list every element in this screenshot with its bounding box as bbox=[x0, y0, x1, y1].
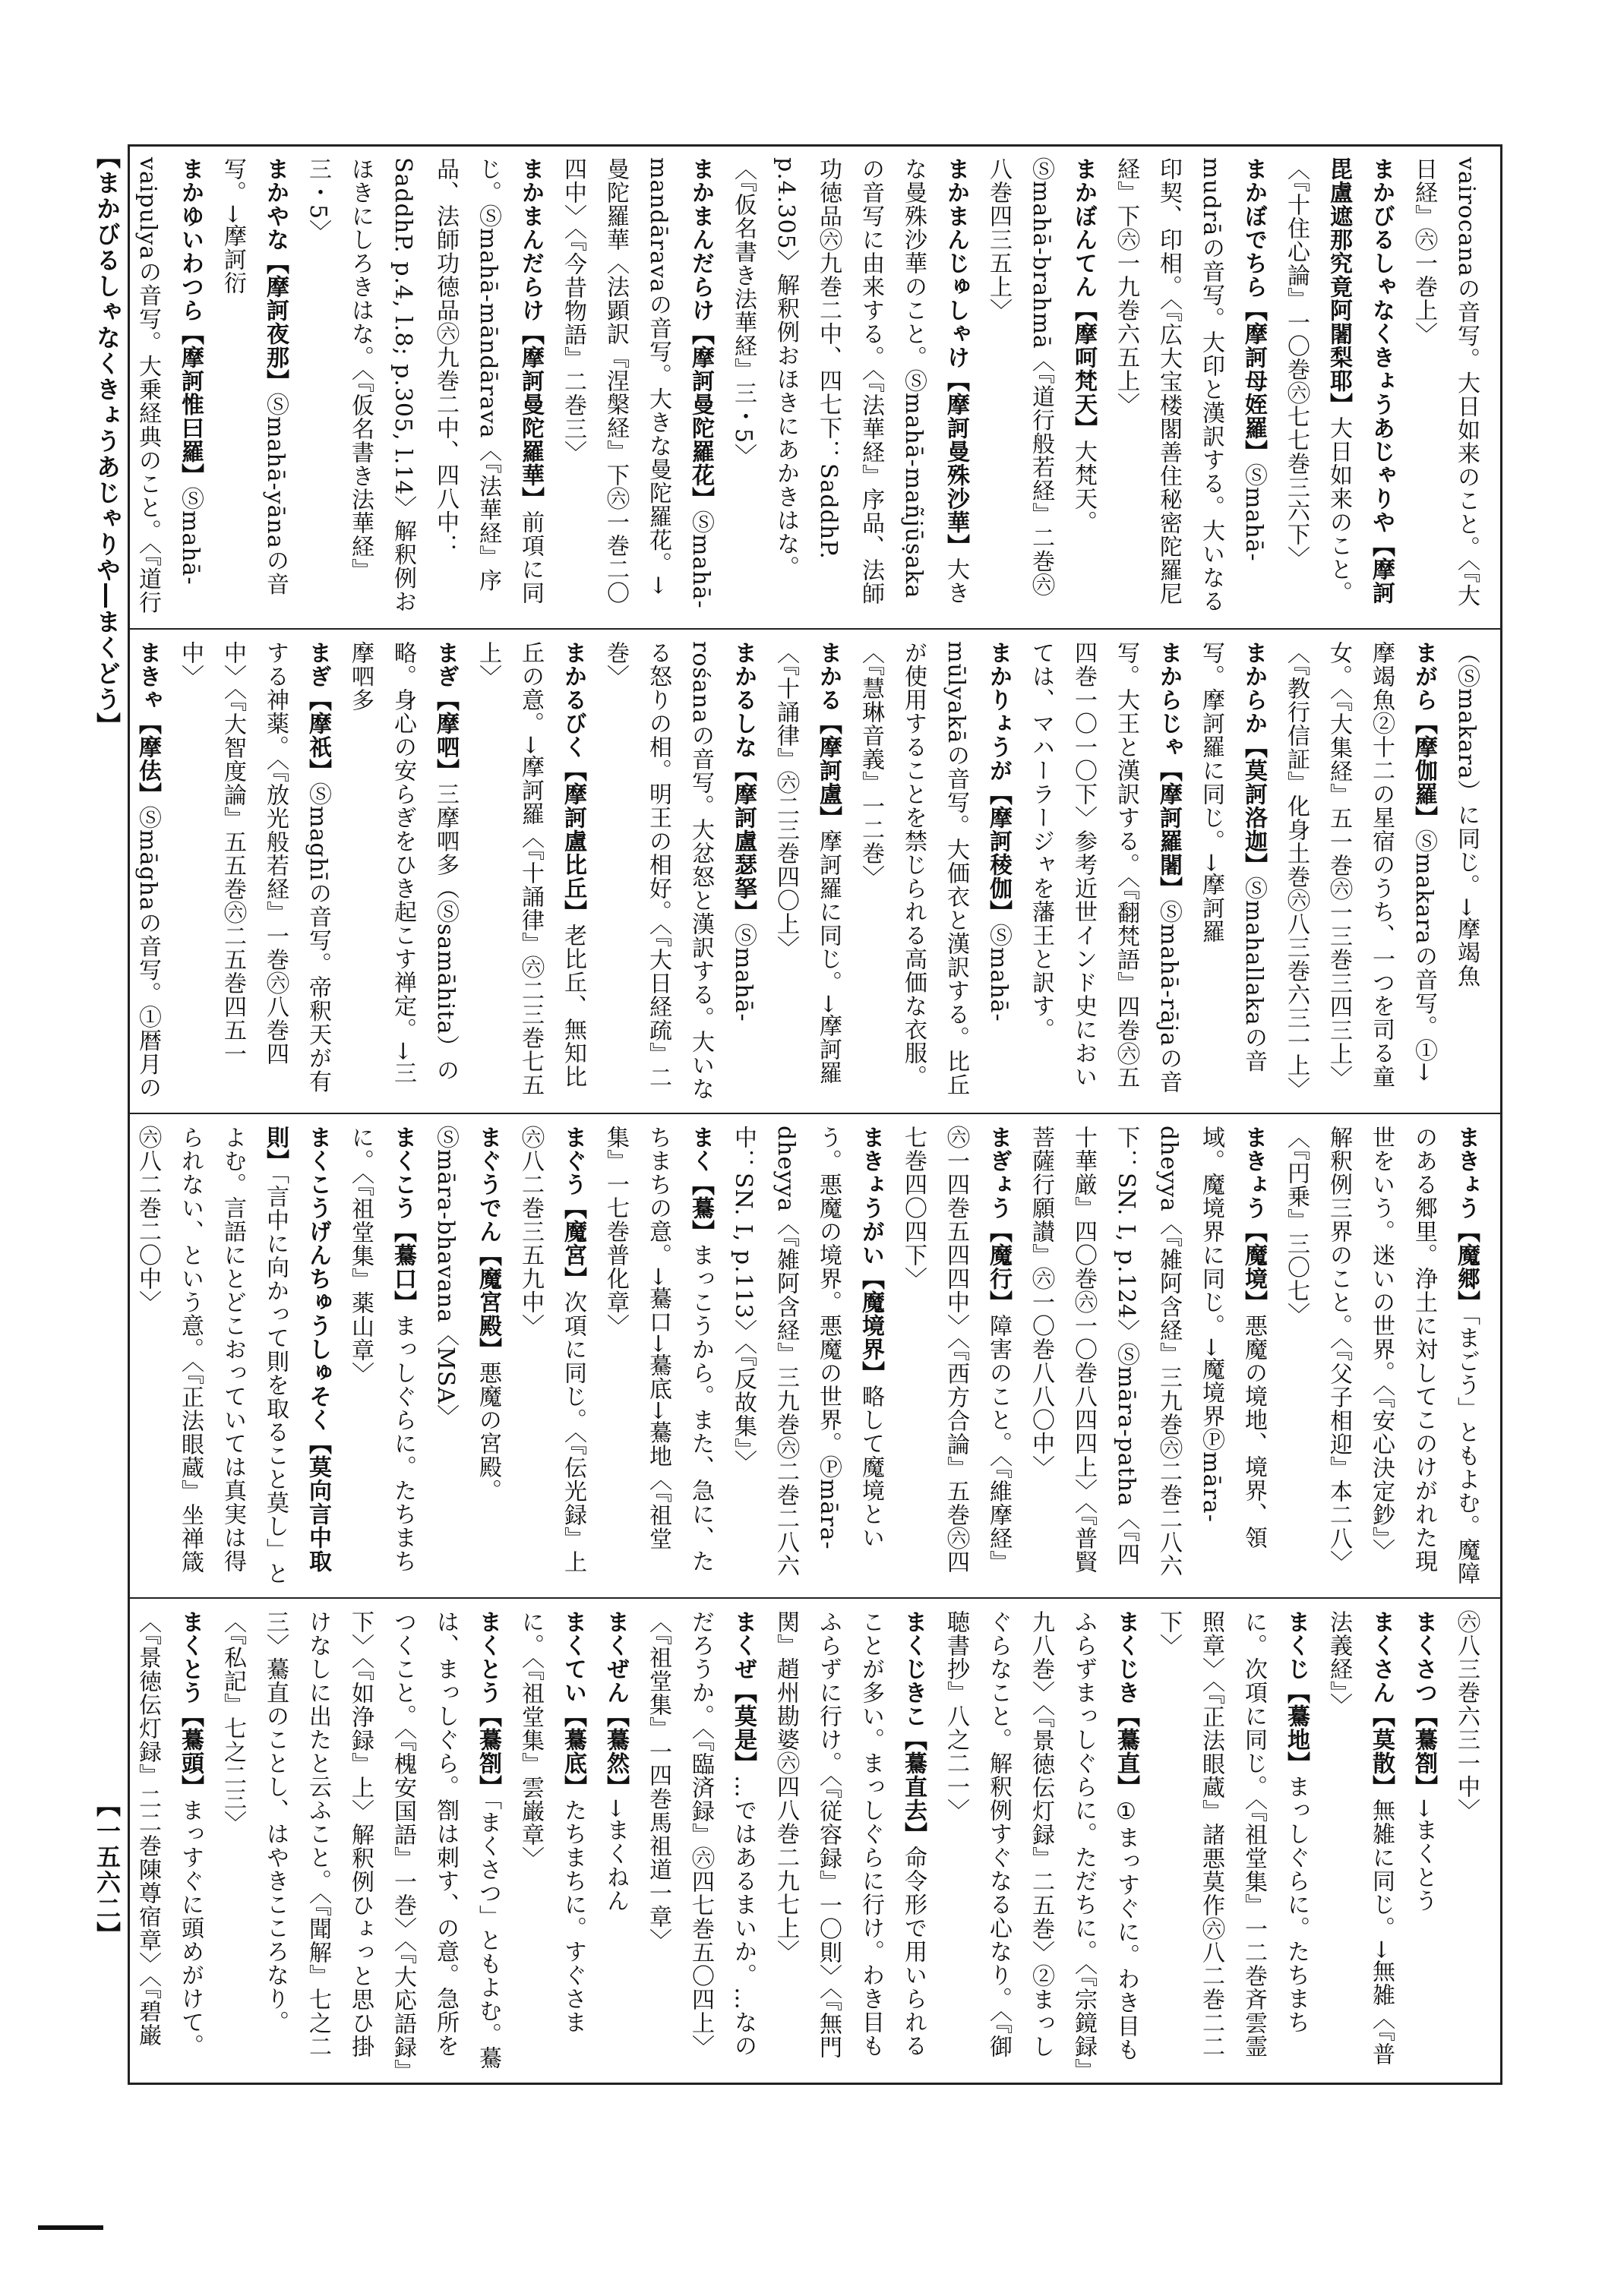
entry-definition: ①まっすぐに。わき目もふらずまっしぐらに。ただちに。〈『宗鏡録』九八巻〉〈『景徳伝灯録』二五巻〉②まっしぐらなこと。解釈例すぐなる心なり。〈『御聴書抄』八之二一〉 bbox=[943, 1610, 1139, 2070]
dictionary-entry bbox=[466, 641, 594, 1101]
dictionary-entry bbox=[594, 1126, 722, 1585]
dictionary-entry bbox=[1317, 1610, 1402, 2072]
running-title: 【まかびるしゃなくきょうあじゃりや―まくどう】 bbox=[93, 144, 122, 738]
dictionary-entry bbox=[934, 1610, 1147, 2072]
entry-definition: Ⓢmahā-mandāravaの音写。大きな曼陀羅花。→曼陀羅華〈法顕訳『涅槃経』下㊅一巻二〇四中〉〈『今昔物語』二巻三〉 bbox=[560, 157, 714, 609]
dictionary-entry bbox=[131, 1126, 339, 1585]
entry-definition: Ⓢmaghīの音写。帝釈天が有する神薬。〈『放光般若経』一巻㊅八巻四中〉〈『大智度論』五五巻㊅二五巻四五一中〉 bbox=[177, 641, 331, 1094]
dictionary-entry bbox=[637, 1610, 764, 2072]
entry-definition: （Ⓢmakara）に同じ。→摩竭魚 bbox=[1453, 641, 1480, 988]
entry-definition: 大きな曼殊沙華のこと。Ⓢmahā-mañjūṣakaの音写に由来する。〈『法華経』序品、法師功徳品㊅九巻二中、四七下：SaddhP. p.4.305〉解釈例おほきにあかきはな。〈『仮名書き法華経』三・5〉 bbox=[730, 157, 969, 605]
entry-headword: まきょう【魔郷】 bbox=[1453, 1126, 1480, 1314]
entry-headword: まく【驀】 bbox=[687, 1126, 714, 1243]
entry-headword: まぐう【魔宮】 bbox=[560, 1126, 586, 1290]
dictionary-entry bbox=[1275, 1126, 1487, 1585]
footer-rule bbox=[38, 2225, 103, 2230]
dictionary-tier-4 bbox=[131, 1600, 1499, 2083]
dictionary-entry bbox=[1275, 157, 1402, 616]
entry-headword: まかゆいわつら【摩訶惟曰羅】 bbox=[177, 157, 204, 487]
entry-headword: まがら【摩伽羅】 bbox=[1411, 641, 1437, 829]
entry-headword: まくぜ【莫是】 bbox=[730, 1610, 757, 1775]
dictionary-entry bbox=[211, 1610, 509, 2072]
dictionary-entry bbox=[211, 157, 296, 616]
dictionary-entry bbox=[1147, 1610, 1317, 2072]
dictionary-entry bbox=[892, 1126, 1019, 1585]
entry-headword: まくこう【驀口】 bbox=[390, 1126, 416, 1314]
entry-definition: →まくねん bbox=[602, 1799, 629, 1913]
entry-definition: Ⓢmahā-rājaの音写。大王と漢訳する。〈『翻梵語』四巻㊅五四巻一〇一〇下〉参考近世インド史においては、マハーラージャを藩王と訳す。 bbox=[1028, 641, 1182, 1094]
entry-definition: まっこうから。また、急に、たちまちの意。→驀口→驀底→驀地〈『祖堂集』一七巻普化章〉 bbox=[602, 1126, 714, 1573]
dictionary-entry bbox=[509, 1610, 594, 2072]
entry-headword: まかまんだらけ【摩訶曼陀羅花】 bbox=[687, 157, 714, 510]
dictionary-entry bbox=[296, 157, 551, 616]
entry-headword: まかやな【摩訶夜那】 bbox=[262, 157, 289, 393]
dictionary-entry bbox=[849, 641, 1019, 1101]
entry-definition: 無雑に同じ。→無雑〈『普法義経』〉 bbox=[1325, 1610, 1395, 2067]
dictionary-entry bbox=[1402, 1610, 1445, 2072]
entry-headword: まかぼでちら【摩訶母姪羅】 bbox=[1240, 157, 1267, 463]
entry-definition: 前項に同じ。Ⓢmahā-māndārava〈『法華経』序品、法師功徳品㊅九巻二中、四八中：SaddhP. p.4, l.8; p.305, l.14〉解釈例おほきにしろきはな。〈『仮名書き法華経』三・5〉 bbox=[305, 157, 544, 614]
entry-definition: ㊅八三巻六三一中〉 bbox=[1453, 1610, 1480, 1822]
dictionary-entry bbox=[509, 1126, 594, 1585]
entry-headword: まくとう【驀劄】 bbox=[475, 1610, 501, 1799]
entry-definition: まっすぐに頭めがけて。〈『景徳伝灯録』二二巻陳尊宿章〉〈『碧巌 bbox=[134, 1610, 204, 2058]
entry-definition: 「まくさつ」ともよむ。驀は、まっしぐら。劄は刺す、の意。急所をつくこと。〈『槐安国語』一巻〉〈『大応語録』下〉〈『如浄録』上〉解釈例ひょっと思ひ掛けなしに出たと云ふこと。〈『聞解』七之二三〉驀直のことし、はやきこころなり。〈『私記』七之二三〉 bbox=[220, 1610, 501, 2071]
page-number: 【一五六二】 bbox=[93, 1792, 122, 1947]
entry-headword: まくじきこ【驀直去】 bbox=[900, 1610, 927, 1846]
entry-definition: 次項に同じ。〈『伝光録』上㊅八二巻三五九中〉 bbox=[517, 1126, 586, 1574]
dictionary-entry bbox=[551, 157, 722, 616]
dictionary-entry bbox=[722, 1126, 892, 1585]
entry-definition: Ⓢmāghaの音写。①暦月の bbox=[134, 806, 161, 1100]
entry-definition: 大梵天。Ⓢmahā-brahmā〈『道行般若経』二巻㊅八巻四三五上〉 bbox=[985, 157, 1097, 597]
dictionary-entry bbox=[1019, 641, 1190, 1101]
tier-column bbox=[131, 630, 1499, 1111]
dictionary-entry bbox=[1190, 641, 1275, 1101]
entry-definition: 摩訶羅に同じ。→摩訶羅〈『十誦律』㊅二三巻四〇上〉 bbox=[773, 641, 842, 1085]
entry-headword: まかびるしゃなくきょうあじゃりや【摩訶毘盧遮那究竟阿闍梨耶】 bbox=[1325, 157, 1395, 605]
entry-headword: まかるしな【摩訶盧瑟拏】 bbox=[730, 641, 757, 924]
entry-headword: まくじ【驀地】 bbox=[1283, 1610, 1310, 1775]
dictionary-entry bbox=[764, 641, 849, 1101]
entry-definition: vairocanaの音写。大日如来のこと。〈『大日経』㊅一巻上〉 bbox=[1411, 157, 1480, 608]
entry-headword: まかりょうが【摩訶稜伽】 bbox=[985, 641, 1012, 924]
entry-headword: まかまんじゅしゃけ【摩訶曼殊沙華】 bbox=[943, 157, 969, 557]
tier-divider bbox=[128, 1113, 1502, 1114]
dictionary-entry bbox=[131, 157, 211, 616]
entry-definition: Ⓢmahā-rośanaの音写。大忿怒と漢訳する。大いなる怒りの相。明王の相好。〈『大日経疏』二巻〉 bbox=[602, 641, 757, 1101]
entry-definition: 悪魔の宮殿。Ⓢmāra-bhavana〈MSA〉 bbox=[432, 1126, 501, 1502]
entry-headword: まかまんだらけ【摩訶曼陀羅華】 bbox=[517, 157, 544, 510]
entry-headword: まくさつ【驀劄】 bbox=[1411, 1610, 1437, 1799]
tier-column bbox=[131, 147, 1499, 627]
entry-headword: まかぼんてん【摩呵梵天】 bbox=[1070, 157, 1097, 440]
entry-definition: …ではあるまいか。…なのだろうか。〈『臨済録』㊅四七巻五〇四上〉〈『祖堂集』一四巻馬祖道一章〉 bbox=[645, 1610, 757, 2058]
entry-headword: まくさん【莫散】 bbox=[1368, 1610, 1395, 1799]
entry-definition: →まくとう bbox=[1411, 1799, 1437, 1913]
entry-definition: 命令形で用いられることが多い。まっしぐらに行け。わき目もふらずに行け。〈『従容録』一〇則〉〈『無門関』趙州勘婆㊅四八巻二九七上〉 bbox=[773, 1610, 927, 2059]
tier-column bbox=[131, 1600, 1499, 2083]
entry-definition: 三摩呬多（Ⓢsamāhita）の略。身心の安らぎをひき起こす禅定。→三摩呬多 bbox=[347, 641, 459, 1085]
dictionary-entry bbox=[1445, 641, 1487, 1101]
dictionary-entry bbox=[339, 641, 466, 1101]
entry-headword: まくじき【驀直】 bbox=[1113, 1610, 1139, 1799]
entry-headword: まきょうがい【魔境界】 bbox=[858, 1126, 884, 1385]
dictionary-entry bbox=[131, 1610, 211, 2072]
dictionary-tier-3 bbox=[131, 1115, 1499, 1596]
dictionary-entry bbox=[169, 641, 339, 1101]
dictionary-tier-1 bbox=[131, 147, 1499, 627]
entry-definition: 略して魔境という。悪魔の境界。悪魔の世界。Ⓟmāra-dheyya〈『雑阿含経』三九巻㊅二巻二八六中：SN. I, p.113〉〈『反故集』〉 bbox=[730, 1126, 884, 1578]
entry-definition: 老比丘、無知比丘の意。→摩訶羅〈『十誦律』㊅二三巻七五上〉 bbox=[475, 641, 586, 1097]
entry-definition: Ⓢmahā-vaipulyaの音写。大乗経典のこと。〈『道行 bbox=[134, 157, 204, 614]
dictionary-entry bbox=[131, 641, 169, 1101]
entry-definition: Ⓢmahā-mudrāの音写。大印と漢訳する。大いなる印契、印相。〈『広大宝楼閣善住秘密陀羅尼経』下㊅一九巻六五上〉 bbox=[1113, 157, 1267, 614]
entry-headword: まぎょう【魔行】 bbox=[985, 1126, 1012, 1314]
dictionary-entry bbox=[594, 641, 764, 1101]
dictionary-entry bbox=[1402, 157, 1487, 616]
entry-definition: 「まごう」ともよむ。魔障のある郷里。浄土に対してこのけがれた現世をいう。迷いの世界。〈『安心決定鈔』〉解釈例三界のこと。〈『父子相迎』本二八〉〈『円乗』三〇七〉 bbox=[1283, 1126, 1480, 1585]
entry-definition: 悪魔の境地、境界、領域。魔境界に同じ。→魔境界Ⓟmāra-dheyya〈『雑阿含経』三九巻㊅二巻二八六下：SN. I, p.124〉Ⓢmāra-patha〈『四十華厳』四〇巻㊅一〇巻八四四上〉〈『普賢菩薩行願讃』㊅一〇巻八八〇中〉 bbox=[1028, 1126, 1267, 1578]
entry-definition: まっしぐらに。たちまちに。〈『祖堂集』薬山章〉 bbox=[347, 1126, 416, 1573]
entry-definition: Ⓢmakaraの音写。①→摩竭魚②十二の星宿のうち、一つを司る童女。〈『大集経』五一巻㊅一三巻三四三上〉〈『教行信証』化身土巻㊅八三巻六三一上〉 bbox=[1283, 641, 1437, 1101]
dictionary-entry bbox=[594, 1610, 637, 2072]
entry-headword: まぎ【摩祇】 bbox=[305, 641, 331, 782]
tier-divider bbox=[128, 1597, 1502, 1599]
entry-headword: まきゃ【摩佉】 bbox=[134, 641, 161, 806]
dictionary-tier-2 bbox=[131, 630, 1499, 1111]
tier-divider bbox=[128, 628, 1502, 630]
entry-headword: まからじゃ【摩訶羅闍】 bbox=[1155, 641, 1182, 900]
entry-headword: まぎ【摩呬】 bbox=[432, 641, 459, 782]
entry-headword: まぐうでん【魔宮殿】 bbox=[475, 1126, 501, 1361]
entry-definition: たちまちに。すぐさまに。〈『祖堂集』雲巌章〉 bbox=[517, 1610, 586, 2034]
entry-headword: まくとう【驀頭】 bbox=[177, 1610, 204, 1799]
dictionary-entry bbox=[1445, 1610, 1487, 2072]
dictionary-entry bbox=[977, 157, 1104, 616]
entry-definition: Ⓢmahā-mūlyakāの音写。大価衣と漢訳する。比丘が使用することを禁じられる高価な衣服。〈『慧琳音義』一二巻〉 bbox=[858, 641, 1012, 1097]
entry-definition: Ⓢmahā-yānaの音写。→摩訶衍 bbox=[220, 157, 289, 596]
entry-headword: まきょう【魔境】 bbox=[1240, 1126, 1267, 1314]
dictionary-entry bbox=[764, 1610, 934, 2072]
entry-headword: まからか【莫訶洛迦】 bbox=[1240, 641, 1267, 876]
dictionary-entry bbox=[722, 157, 977, 616]
dictionary-entry bbox=[1019, 1126, 1275, 1585]
entry-definition: 「言中に向かって則を取ること莫し」とよむ。言語にとどこおっていては真実は得られない、という意。〈『正法眼蔵』坐禅箴㊅八二巻二〇中〉 bbox=[134, 1126, 289, 1585]
entry-headword: まくぜん【驀然】 bbox=[602, 1610, 629, 1799]
tier-column bbox=[131, 1115, 1499, 1596]
entry-definition: Ⓢmahallakaの音写。摩訶羅に同じ。→摩訶羅 bbox=[1198, 641, 1267, 1073]
entry-headword: まかる【摩訶盧】 bbox=[815, 641, 842, 829]
dictionary-entry bbox=[1104, 157, 1275, 616]
dictionary-entry bbox=[339, 1126, 424, 1585]
dictionary-entry bbox=[1275, 641, 1445, 1101]
dictionary-entry bbox=[424, 1126, 509, 1585]
entry-headword: まかるびく【摩訶盧比丘】 bbox=[560, 641, 586, 924]
entry-headword: まくてい【驀底】 bbox=[560, 1610, 586, 1799]
entry-definition: 大日如来のこと。〈『十住心論』一〇巻㊅七七巻三六下〉 bbox=[1283, 157, 1352, 605]
entry-headword: まくこうげんちゅうしゅそく【莫向言中取則】 bbox=[262, 1126, 331, 1573]
entry-definition: 障害のこと。〈『維摩経』㊅一四巻五四四中〉〈『西方合論』五巻㊅四七巻四〇四下〉 bbox=[900, 1126, 1012, 1574]
entry-definition: まっしぐらに。たちまちに。次項に同じ。〈『祖堂集』一二巻斉雲霊照章〉〈『正法眼蔵』諸悪莫作㊅八二巻二二下〉 bbox=[1155, 1610, 1310, 2058]
